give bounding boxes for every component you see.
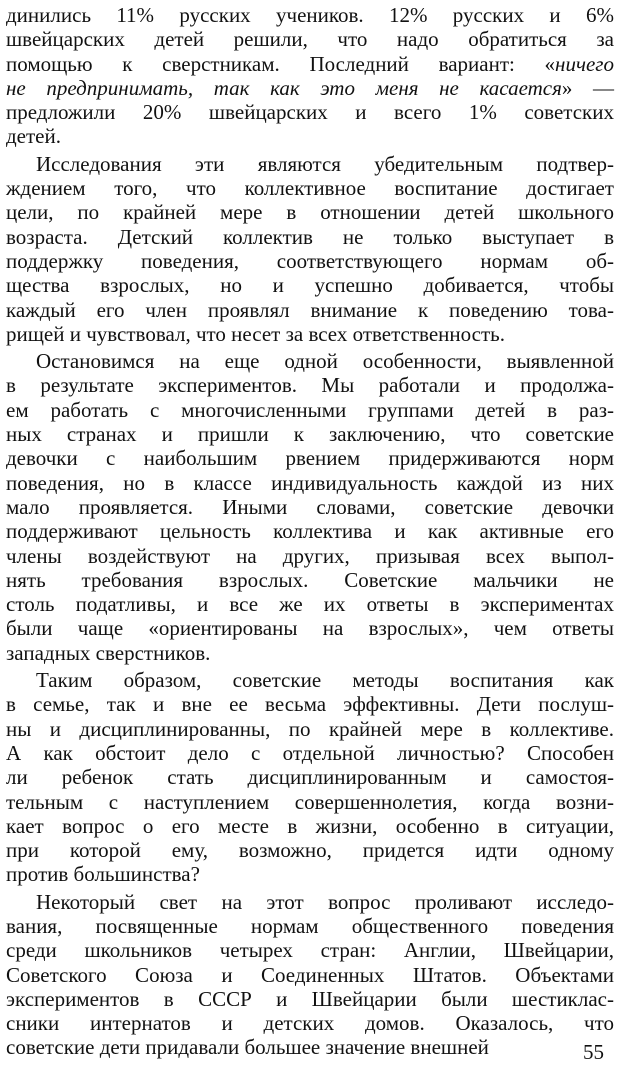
paragraph — [6, 152, 614, 346]
paragraph — [6, 349, 614, 665]
text-line — [6, 544, 614, 568]
text-line — [6, 322, 614, 346]
text-line — [6, 349, 614, 373]
text-line — [6, 76, 614, 100]
text-run: швейцарских детей решили, что надо обратиться за — [6, 27, 614, 52]
text-run: против большинства? — [6, 862, 200, 887]
text-run: » — — [561, 75, 615, 100]
text-run: были чаще «ориентированы на взрослых», чем ответы — [6, 616, 614, 641]
text-line — [6, 938, 614, 962]
text-line — [6, 422, 614, 446]
text-run: экспериментов в СССР и Швейцарии были шестиклас- — [6, 986, 614, 1011]
text-line — [6, 495, 614, 519]
text-run: помощью к сверстникам. Последний вариант: « — [6, 51, 556, 76]
text-line — [6, 176, 614, 200]
text-run: кает вопрос о его месте в жизни, особенно в ситуации, — [6, 813, 614, 838]
text-line — [6, 225, 614, 249]
text-run: детей. — [6, 124, 61, 149]
text-line — [6, 1011, 614, 1035]
text-line — [6, 765, 614, 789]
paragraph — [6, 3, 614, 149]
text-run: ны и дисциплинированны, по крайней мере в коллективе. — [6, 716, 614, 741]
text-run: цели, по крайней мере в отношении детей школьного — [6, 200, 614, 225]
text-line — [6, 1035, 614, 1059]
text-run: поддерживают цельность коллектива и как активные его — [6, 519, 614, 544]
text-run: ждением того, что коллективное воспитание достигает — [6, 176, 614, 201]
text-run: Таким образом, советские методы воспитания как — [36, 668, 614, 693]
text-run: ем работать с многочисленными группами детей в раз- — [6, 397, 614, 422]
text-line — [6, 592, 614, 616]
text-line — [6, 862, 614, 886]
text-line — [6, 741, 614, 765]
text-run: Остановимся на еще одной особенности, выявленной — [36, 349, 614, 374]
text-line — [6, 100, 614, 124]
text-line — [6, 616, 614, 640]
text-run: девочки с наибольшим рвением придерживаются норм — [6, 446, 614, 471]
paragraph — [6, 668, 614, 887]
italic-text: не предпринимать, так как это меня не касается — [6, 75, 562, 100]
text-line — [6, 298, 614, 322]
text-line — [6, 814, 614, 838]
text-run: возраста. Детский коллектив не только выступает в — [6, 224, 614, 249]
text-line — [6, 471, 614, 495]
text-line — [6, 27, 614, 51]
text-run: Советского Союза и Соединенных Штатов. Объектами — [6, 962, 614, 987]
text-run: советские дети придавали большее значение внешней — [6, 1035, 489, 1060]
page-number: 55 — [583, 1040, 604, 1064]
text-run: в семье, так и вне ее весьма эффективны. Дети послуш- — [6, 692, 614, 717]
text-line — [6, 717, 614, 741]
text-run: каждый его член проявлял внимание к поведению това- — [6, 297, 614, 322]
text-line — [6, 692, 614, 716]
text-line — [6, 641, 614, 665]
text-line — [6, 273, 614, 297]
body-text — [6, 3, 614, 1060]
text-run: члены воздействуют на других, призывая всех выпол- — [6, 543, 614, 568]
text-line — [6, 890, 614, 914]
text-run: мало проявляется. Иными словами, советские девочки — [6, 494, 614, 519]
text-run: А как обстоит дело с отдельной личностью? Способен — [6, 740, 614, 765]
text-run: ных странах и пришли к заключению, что советские — [6, 422, 614, 447]
text-run: динились 11% русских учеников. 12% русских и 6% — [6, 3, 614, 27]
text-run: среди школьников четырех стран: Англии, Швейцарии, — [6, 938, 614, 963]
text-run: при которой ему, возможно, придется идти одному — [6, 838, 614, 863]
text-line — [6, 790, 614, 814]
paragraph — [6, 890, 614, 1060]
text-line — [6, 3, 614, 27]
text-line — [6, 52, 614, 76]
text-line — [6, 152, 614, 176]
text-line — [6, 519, 614, 543]
text-run: западных сверстников. — [6, 640, 211, 665]
text-line — [6, 200, 614, 224]
italic-text: ничего — [555, 51, 614, 76]
text-line — [6, 446, 614, 470]
text-line — [6, 249, 614, 273]
text-run: ли ребенок стать дисциплинированным и самостоя- — [6, 765, 614, 790]
text-run: вания, посвященные нормам общественного поведения — [6, 913, 614, 938]
text-line — [6, 987, 614, 1011]
text-run: рищей и чувствовал, что несет за всех ответственность. — [6, 321, 505, 346]
text-run: предложили 20% швейцарских и всего 1% советских — [6, 100, 614, 125]
text-line — [6, 838, 614, 862]
text-line — [6, 568, 614, 592]
text-run: поведения, но в классе индивидуальность каждой из них — [6, 470, 614, 495]
text-line — [6, 373, 614, 397]
text-run: сники интернатов и детских домов. Оказалось, что — [6, 1011, 614, 1036]
text-line — [6, 963, 614, 987]
text-run: в результате экспериментов. Мы работали и продолжа- — [6, 373, 614, 398]
text-line — [6, 914, 614, 938]
text-line — [6, 398, 614, 422]
text-run: Исследования эти являются убедительным подтвер- — [36, 151, 614, 176]
text-line — [6, 124, 614, 148]
text-run: Некоторый свет на этот вопрос проливают исследо- — [36, 889, 614, 914]
text-line — [6, 668, 614, 692]
text-run: поддержку поведения, соответствующего нормам об- — [6, 248, 614, 273]
text-run: щества взрослых, но и успешно добивается, чтобы — [6, 273, 614, 298]
text-run: тельным с наступлением совершеннолетия, когда возни- — [6, 789, 614, 814]
text-run: нять требования взрослых. Советские мальчики не — [6, 567, 614, 592]
text-run: столь податливы, и все же их ответы в экспериментах — [6, 592, 614, 617]
